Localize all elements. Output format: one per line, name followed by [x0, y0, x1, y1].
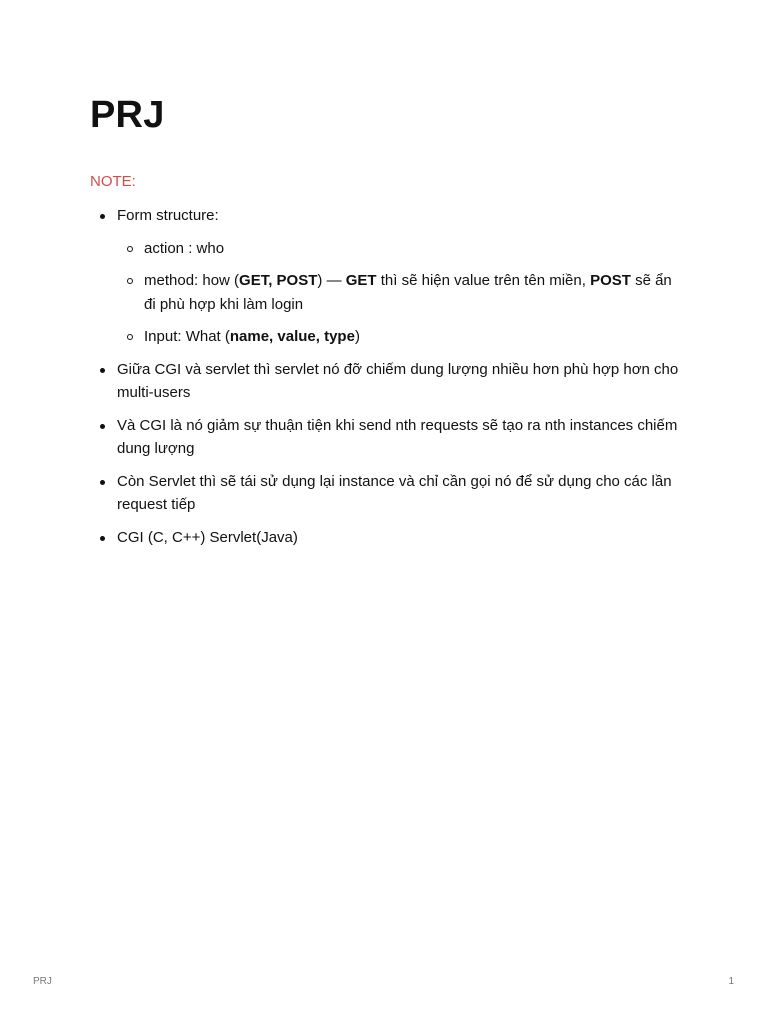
page-number: 1 — [728, 976, 734, 987]
list-item-servlet-reuse — [117, 470, 680, 517]
text-run: method: how ( — [144, 272, 240, 289]
sub-list-item-method — [144, 269, 680, 316]
text-run: thì sẽ hiện value trên tên miền, — [376, 272, 591, 289]
list-item-text: Còn Servlet thì sẽ tái sử dụng lại instance và chỉ cần gọi nó để sử dụng cho các lần request tiếp — [117, 472, 672, 513]
footer-title: PRJ — [33, 976, 52, 987]
list-item-text: Và CGI là nó giảm sự thuận tiện khi send nth requests sẽ tạo ra nth instances chiếm dung lượng — [117, 416, 678, 457]
note-content — [90, 204, 680, 558]
sub-list-item-text: action : who — [144, 239, 225, 257]
list-item-cgi-vs-servlet — [117, 358, 680, 405]
text-run: ) — [354, 328, 360, 345]
text-run: ) — — [317, 272, 346, 289]
bullet-list — [90, 204, 680, 549]
sub-list-item-action — [144, 237, 680, 261]
text-run: Input: What ( — [144, 328, 230, 345]
list-item-cgi-instances — [117, 414, 680, 461]
bold-text-run: POST — [590, 272, 631, 289]
page-title: PRJ — [90, 94, 165, 136]
sub-bullet-list — [117, 237, 680, 349]
list-item-text: CGI (C, C++) Servlet(Java) — [117, 528, 298, 546]
note-label: NOTE: — [90, 173, 136, 190]
list-item-form-structure — [117, 204, 680, 349]
bold-text-run: name, value, type — [229, 328, 355, 345]
text-run: sẽ ẩn đi phù hợp khi làm login — [144, 272, 672, 313]
list-item-text: Form structure: — [117, 207, 219, 224]
bold-text-run: GET — [345, 272, 377, 289]
bold-text-run: GET, POST — [239, 272, 318, 289]
list-item-text: Giữa CGI và servlet thì servlet nó đỡ chiếm dung lượng nhiều hơn phù hợp hơn cho multi-users — [117, 360, 679, 401]
list-item-languages — [117, 526, 680, 550]
sub-list-item-input — [144, 325, 680, 349]
